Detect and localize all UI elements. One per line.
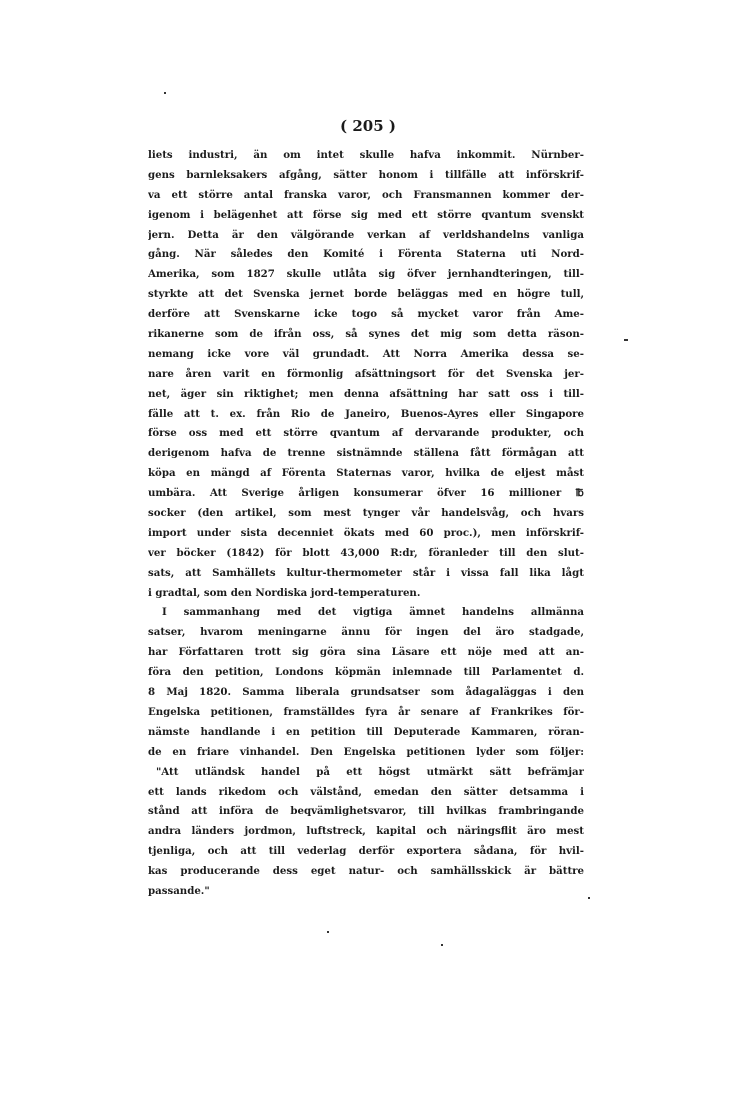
text-line: ver böcker (1842) för blott 43,000 R:dr, föranleder till den slut-	[148, 546, 584, 559]
text-line: derigenom hafva de trenne sistnämnde ställena fått förmågan att	[148, 447, 584, 460]
print-speck	[441, 944, 443, 946]
text-line: derföre att Svenskarne icke togo så mycket varor från Ame-	[148, 308, 584, 321]
print-speck	[624, 339, 628, 341]
print-speck	[164, 92, 166, 94]
text-line: ett lands rikedom och välstånd, emedan den sätter detsamma i	[148, 785, 584, 798]
print-speck	[588, 897, 590, 899]
text-line: gång. När således den Komité i Förenta Staterna uti Nord-	[148, 248, 584, 261]
text-line: 8 Maj 1820. Samma liberala grundsatser som ådagaläggas i den	[148, 686, 584, 699]
text-line: Engelska petitionen, framställdes fyra år senare af Frankrikes för-	[148, 705, 584, 718]
text-line: de en friare vinhandel. Den Engelska petitionen lyder som följer:	[148, 745, 584, 758]
text-line: Amerika, som 1827 skulle utlåta sig öfver jernhandteringen, till-	[148, 268, 584, 281]
text-line: gens barnleksakers afgång, sätter honom i tillfälle att införskrif-	[148, 168, 584, 181]
text-line: förse oss med ett större qvantum af dervarande produkter, och	[148, 427, 584, 440]
text-line: nemang icke vore väl grundadt. Att Norra Amerika dessa se-	[148, 347, 584, 360]
text-line: satser, hvarom meningarne ännu för ingen del äro stadgade,	[148, 626, 584, 639]
text-line: jern. Detta är den välgörande verkan af verldshandelns vanliga	[148, 228, 584, 241]
text-line: "Att utländsk handel på ett högst utmärkt sätt befrämjar	[156, 765, 584, 778]
text-line: rikanerne som de ifrån oss, så synes det mig som detta räson-	[148, 328, 584, 341]
text-line: i gradtal, som den Nordiska jord-temperaturen.	[148, 586, 421, 599]
text-line: andra länders jordmon, luftstreck, kapital och näringsflit äro mest	[148, 825, 584, 838]
text-line: import under sista decenniet ökats med 60 proc.), men införskrif-	[148, 526, 584, 539]
text-line: I sammanhang med det vigtiga ämnet handelns allmänna	[162, 606, 584, 619]
text-line: net, äger sin riktighet; men denna afsättning har satt oss i till-	[148, 387, 584, 400]
text-line: nare åren varit en förmonlig afsättningsort för det Svenska jer-	[148, 367, 584, 380]
print-speck	[327, 931, 329, 933]
text-line: socker (den artikel, som mest tynger vår handelsvåg, och hvars	[148, 507, 584, 520]
text-line: föra den petition, Londons köpmän inlemnade till Parlamentet d.	[148, 666, 584, 679]
text-line: tjenliga, och att till vederlag derför exportera sådana, för hvil-	[148, 845, 584, 858]
text-line: passande."	[148, 884, 210, 897]
text-line: umbära. Att Sverige årligen konsumerar öfver 16 millioner ℔	[148, 487, 584, 500]
text-line: köpa en mängd af Förenta Staternas varor, hvilka de eljest måst	[148, 467, 584, 480]
text-line: fälle att t. ex. från Rio de Janeiro, Buenos-Ayres eller Singapore	[148, 407, 584, 420]
text-line: igenom i belägenhet att förse sig med ett större qvantum svenskt	[148, 208, 584, 221]
text-line: styrkte att det Svenska jernet borde beläggas med en högre tull,	[148, 288, 584, 301]
text-line: kas producerande dess eget natur- och samhällsskick är bättre	[148, 865, 584, 878]
text-line: nämste handlande i en petition till Deputerade Kammaren, röran-	[148, 725, 584, 738]
text-line: liets industri, än om intet skulle hafva inkommit. Nürnber-	[148, 149, 584, 161]
page-number: ( 205 )	[340, 117, 396, 135]
text-line: har Författaren trott sig göra sina Läsare ett nöje med att an-	[148, 646, 584, 659]
text-line: va ett större antal franska varor, och Fransmannen kommer der-	[148, 188, 584, 201]
text-line: sats, att Samhällets kultur-thermometer står i vissa fall lika lågt	[148, 566, 584, 579]
text-line: stånd att införa de beqvämlighetsvaror, till hvilkas frambringande	[148, 805, 584, 818]
body-text	[148, 146, 584, 902]
